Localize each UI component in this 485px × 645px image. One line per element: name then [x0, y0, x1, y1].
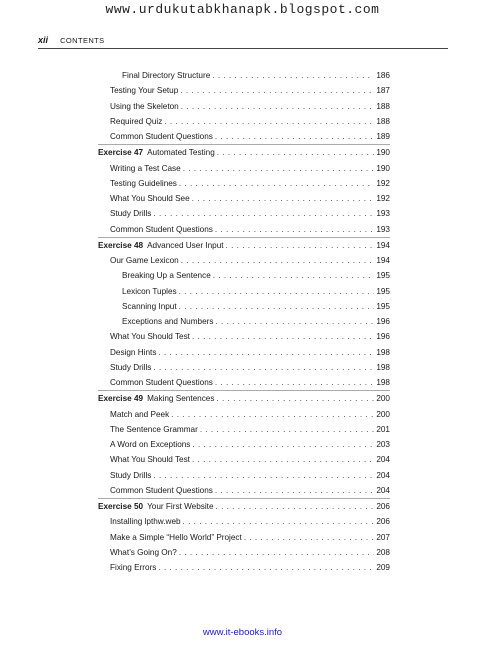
toc-entry-title: Study Drills: [110, 209, 152, 219]
dot-leader: [216, 499, 375, 514]
dot-leader: [216, 391, 374, 406]
toc-page-number: 194: [376, 240, 390, 250]
table-of-contents: [98, 68, 390, 575]
toc-entry-title: Our Game Lexicon: [110, 256, 179, 265]
toc-page-number: 187: [376, 86, 390, 96]
dot-leader: [179, 284, 375, 299]
dot-leader: [217, 145, 375, 160]
toc-entry-row[interactable]: [98, 129, 390, 144]
toc-entry-row[interactable]: [98, 314, 390, 329]
toc-entry-row[interactable]: [98, 530, 390, 545]
toc-entry-row[interactable]: [98, 83, 390, 98]
toc-exercise-row[interactable]: [98, 144, 390, 160]
toc-entry-title: Common Student Questions: [110, 224, 213, 234]
toc-page-number: 208: [376, 547, 390, 557]
dot-leader: [153, 468, 374, 483]
toc-entry-title: Testing Guidelines: [110, 178, 177, 188]
dot-leader: [192, 329, 374, 344]
toc-entry-title: What You Should See: [110, 194, 190, 203]
dot-leader: [179, 176, 374, 191]
dot-leader: [215, 129, 374, 144]
toc-entry-row[interactable]: [98, 176, 390, 191]
toc-entry-row[interactable]: [98, 483, 390, 498]
toc-entry-title: Common Student Questions: [110, 485, 213, 495]
dot-leader: [244, 530, 375, 545]
toc-entry-title: Common Student Questions: [110, 132, 213, 141]
dot-leader: [179, 545, 375, 560]
toc-entry-title: What You Should Test: [110, 332, 190, 342]
toc-page-number: 188: [376, 116, 390, 126]
toc-page-number: 198: [376, 378, 390, 387]
toc-entry-title: Study Drills: [110, 362, 152, 372]
toc-entry-row[interactable]: [98, 560, 390, 575]
toc-entry-title: Making Sentences: [147, 394, 215, 404]
toc-entry-title: Automated Testing: [147, 148, 215, 158]
toc-entry-title: Using the Skeleton: [110, 101, 179, 111]
toc-page-number: 200: [376, 394, 390, 404]
dot-leader: [183, 161, 375, 176]
toc-entry-row[interactable]: [98, 437, 390, 452]
toc-entry-row[interactable]: [98, 375, 390, 390]
toc-entry-title: Scanning Input: [122, 301, 177, 311]
toc-page-number: 195: [376, 271, 390, 281]
toc-entry-row[interactable]: [98, 514, 390, 529]
toc-entry-title: Breaking Up a Sentence: [122, 271, 211, 281]
toc-entry-row[interactable]: [98, 545, 390, 560]
dot-leader: [200, 422, 375, 437]
toc-page-number: 190: [376, 163, 390, 173]
toc-entry-title: A Word on Exceptions: [110, 440, 191, 449]
toc-page-number: 192: [376, 194, 390, 203]
toc-entry-title: Installing lpthw.web: [110, 517, 181, 527]
dot-leader: [215, 314, 374, 329]
toc-page-number: 189: [376, 132, 390, 141]
toc-exercise-row[interactable]: [98, 237, 390, 253]
toc-page-number: 206: [376, 502, 390, 511]
toc-entry-title: The Sentence Grammar: [110, 424, 198, 434]
dot-leader: [183, 514, 375, 529]
header-label: CONTENTS: [60, 36, 105, 45]
toc-page-number: 206: [376, 517, 390, 527]
toc-entry-title: Lexicon Tuples: [122, 286, 177, 296]
toc-entry-row[interactable]: [98, 222, 390, 237]
toc-page-number: 195: [376, 286, 390, 296]
toc-exercise-row[interactable]: [98, 390, 390, 406]
toc-entry-title: Study Drills: [110, 470, 152, 480]
toc-entry-title: Your First Website: [147, 502, 214, 511]
toc-entry-row[interactable]: [98, 206, 390, 221]
dot-leader: [158, 560, 374, 575]
dot-leader: [192, 437, 374, 452]
toc-page-number: 194: [376, 256, 390, 265]
dot-leader: [179, 299, 375, 314]
toc-entry-row[interactable]: [98, 99, 390, 114]
page-number: xii: [38, 35, 49, 45]
page-header: [38, 35, 448, 47]
toc-page-number: 204: [376, 470, 390, 480]
toc-entry-row[interactable]: [98, 422, 390, 437]
toc-exercise-number: Exercise 49: [98, 394, 144, 404]
toc-page-number: 204: [376, 455, 390, 465]
toc-exercise-number: Exercise 48: [98, 240, 144, 250]
toc-page-number: 198: [376, 362, 390, 372]
dot-leader: [212, 68, 374, 83]
toc-entry-row[interactable]: [98, 329, 390, 344]
toc-entry-row[interactable]: [98, 284, 390, 299]
toc-entry-row[interactable]: [98, 68, 390, 83]
toc-exercise-row[interactable]: [98, 498, 390, 514]
toc-exercise-number: Exercise 50: [98, 502, 144, 511]
dot-leader: [153, 206, 374, 221]
toc-entry-title: What’s Going On?: [110, 547, 177, 557]
toc-entry-title: Writing a Test Case: [110, 163, 181, 173]
dot-leader: [164, 114, 374, 129]
toc-page-number: 193: [376, 224, 390, 234]
toc-entry-title: Testing Your Setup: [110, 86, 179, 96]
dot-leader: [158, 345, 374, 360]
toc-entry-title: Design Hints: [110, 347, 157, 357]
toc-entry-title: Exceptions and Numbers: [122, 317, 214, 326]
toc-page-number: 200: [376, 409, 390, 419]
dot-leader: [215, 483, 374, 498]
toc-entry-row[interactable]: [98, 161, 390, 176]
toc-entry-title: Common Student Questions: [110, 378, 213, 387]
dot-leader: [215, 375, 374, 390]
toc-entry-row[interactable]: [98, 114, 390, 129]
toc-entry-row[interactable]: [98, 345, 390, 360]
toc-entry-title: Final Directory Structure: [122, 71, 211, 80]
toc-page-number: 196: [376, 317, 390, 326]
toc-page-number: 192: [376, 178, 390, 188]
toc-page-number: 190: [376, 148, 390, 158]
toc-page-number: 204: [376, 485, 390, 495]
dot-leader: [181, 99, 375, 114]
toc-entry-row[interactable]: [98, 299, 390, 314]
toc-page-number: 188: [376, 101, 390, 111]
toc-page-number: 198: [376, 347, 390, 357]
toc-page-number: 203: [376, 440, 390, 449]
toc-exercise-number: Exercise 47: [98, 148, 144, 158]
dot-leader: [192, 452, 374, 467]
toc-entry-title: Fixing Errors: [110, 563, 157, 572]
toc-entry-title: What You Should Test: [110, 455, 190, 465]
header-divider: [38, 48, 448, 49]
dot-leader: [226, 238, 375, 253]
dot-leader: [171, 407, 374, 422]
toc-page-number: 193: [376, 209, 390, 219]
dot-leader: [215, 222, 374, 237]
toc-entry-row[interactable]: [98, 407, 390, 422]
toc-page-number: 207: [376, 532, 390, 542]
dot-leader: [181, 253, 375, 268]
dot-leader: [153, 360, 374, 375]
toc-entry-row[interactable]: [98, 360, 390, 375]
toc-entry-row[interactable]: [98, 253, 390, 268]
toc-page-number: 209: [376, 563, 390, 572]
toc-entry-row[interactable]: [98, 452, 390, 467]
dot-leader: [180, 83, 374, 98]
toc-page-number: 201: [376, 424, 390, 434]
toc-entry-row[interactable]: [98, 191, 390, 206]
toc-entry-title: Required Quiz: [110, 116, 163, 126]
dot-leader: [192, 191, 375, 206]
toc-entry-title: Match and Peek: [110, 409, 170, 419]
dot-leader: [213, 268, 375, 283]
toc-page-number: 186: [376, 71, 390, 80]
footer-link[interactable]: www.it-ebooks.info: [202, 627, 283, 638]
top-banner-url: www.urdukutabkhanapk.blogspot.com: [105, 2, 380, 17]
toc-entry-row[interactable]: [98, 468, 390, 483]
toc-entry-title: Make a Simple “Hello World” Project: [110, 532, 242, 542]
toc-page-number: 195: [376, 301, 390, 311]
toc-entry-title: Advanced User Input: [147, 240, 224, 250]
toc-page-number: 196: [376, 332, 390, 342]
toc-entry-row[interactable]: [98, 268, 390, 283]
